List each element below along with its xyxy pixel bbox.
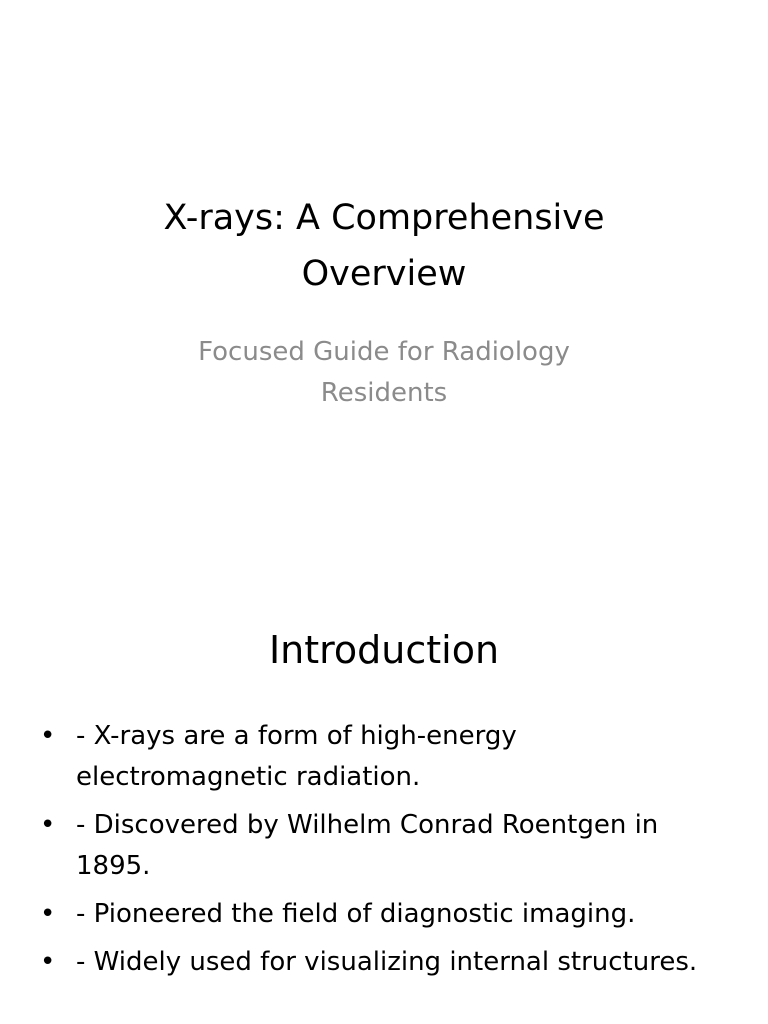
bullet-item: [40, 894, 720, 935]
bullet-icon: •: [40, 899, 56, 929]
bullet-icon: •: [40, 947, 56, 977]
bullet-text: - Discovered by Wilhelm Conrad Roentgen in 1895.: [76, 810, 659, 881]
slide-heading: Introduction: [268, 628, 500, 672]
bullet-text: - Pioneered the field of diagnostic imaging.: [76, 899, 636, 929]
bullet-text: - Widely used for visualizing internal structures.: [76, 947, 698, 977]
bullet-item: [40, 942, 720, 983]
bullet-item: [40, 716, 720, 798]
presentation-title: X-rays: A Comprehensive Overview: [163, 198, 605, 294]
introduction-slide: [0, 576, 768, 1024]
bullet-icon: •: [40, 810, 56, 840]
presentation-subtitle: Focused Guide for Radiology Residents: [198, 337, 570, 408]
bullet-text: - X-rays are a form of high-energy electromagnetic radiation.: [76, 721, 517, 792]
bullet-list: [40, 716, 720, 990]
bullet-item: [40, 805, 720, 887]
bullet-icon: •: [40, 721, 56, 751]
